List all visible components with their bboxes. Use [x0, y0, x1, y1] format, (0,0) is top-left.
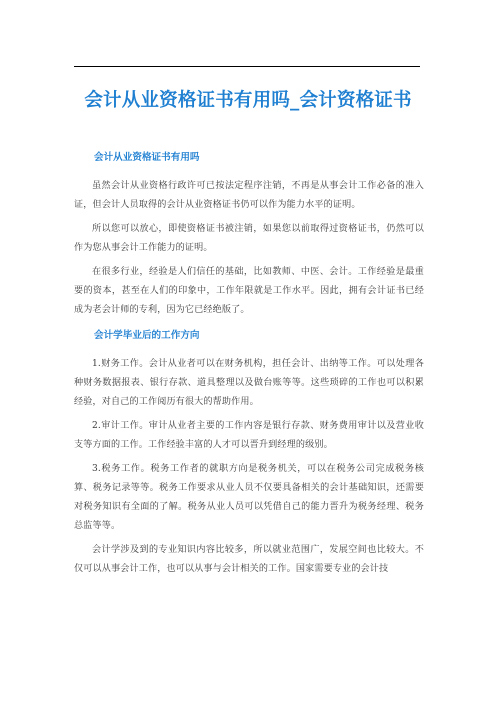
document-title: 会计从业资格证书有用吗_会计资格证书 [84, 90, 412, 111]
paragraph: 会计学涉及到的专业知识内容比较多，所以就业范围广，发展空间也比较大。不仅可以从事会计工作，也可以从事与会计相关的工作。国家需要专业的会计技 [74, 545, 424, 574]
paragraph: 1.财务工作。会计从业者可以在财务机构，担任会计、出纳等工作。可以处理各种财务数据报表、银行存款、道具整理以及做台账等等。这些琐碎的工作也可以积累经验，对自己的工作阅历有很大的帮助作用。 [74, 359, 424, 407]
paragraph: 3.税务工作。税务工作者的就职方向是税务机关，可以在税务公司完成税务核算、税务记录等等。税务工作要求从业人员不仅要具备相关的会计基础知识，还需要对税务知识有全面的了解。税务从业人员可以凭借自己的能力晋升为税务经理、税务总监等等。 [74, 464, 424, 531]
section-heading-career-directions: 会计学毕业后的工作方向 [94, 330, 200, 341]
paragraph: 虽然会计从业资格行政许可已按法定程序注销，不再是从事会计工作必备的准入证，但会计人员取得的会计从业资格证书仍可以作为能力水平的证明。 [74, 181, 424, 210]
paragraph: 所以您可以放心，即使资格证书被注销，如果您以前取得过资格证书，仍然可以作为您从事会计工作能力的证明。 [74, 224, 424, 253]
paragraph: 在很多行业，经验是人们信任的基础，比如教师、中医、会计。工作经验是最重要的资本，甚至在人们的印象中，工作年限就是工作水平。因此，拥有会计证书已经成为老会计师的专利，因为它已经绝版了。 [74, 267, 424, 315]
paragraph: 2.审计工作。审计从业者主要的工作内容是银行存款、财务费用审计以及营业收支等方面的工作。工作经验丰富的人才可以晋升到经理的级别。 [74, 421, 424, 450]
document-body [74, 151, 424, 584]
header-rule [74, 66, 420, 67]
section-heading-certificate-useful: 会计从业资格证书有用吗 [94, 152, 200, 163]
